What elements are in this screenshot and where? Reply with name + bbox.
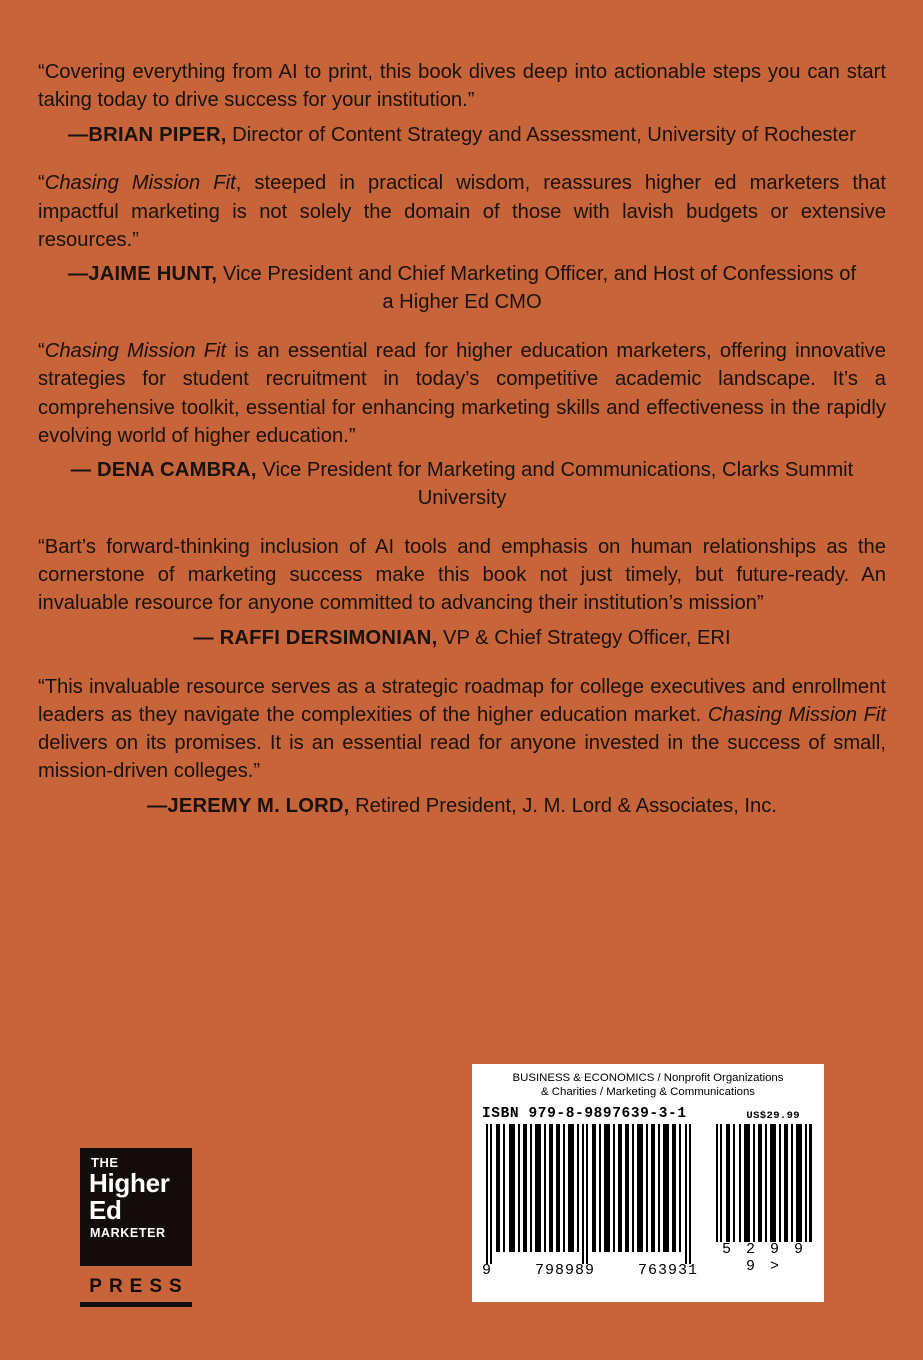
blurb-attribution-title: Retired President, J. M. Lord & Associates, Inc. (349, 794, 777, 817)
barcode-bars-wrap (482, 1124, 814, 1279)
blurb-quote-text-end: delivers on its promises. It is an essential read for anyone invested in the success of small, mission-driven colleges.” (38, 732, 886, 783)
publisher-logo (80, 1148, 192, 1307)
blurb-attribution (38, 122, 886, 150)
blurb-quote-booktitle: Chasing Mission Fit (44, 172, 236, 195)
blurb-attribution-name: —BRIAN PIPER, (68, 123, 227, 146)
blurb-attribution-name: —JEREMY M. LORD, (147, 794, 350, 817)
publisher-logo-box (80, 1148, 192, 1266)
publisher-logo-press: PRESS (89, 1276, 189, 1297)
ean5-bars-svg (714, 1124, 814, 1242)
ean13-digit-left: 9 (482, 1261, 493, 1279)
blurb-item (38, 58, 886, 149)
blurb-quote-booktitle: Chasing Mission Fit (707, 703, 887, 726)
blurb-attribution-title: Director of Content Strategy and Assessment, University of Rochester (226, 123, 856, 146)
publisher-logo-ed: Ed (89, 1194, 122, 1225)
blurb-quote (38, 337, 886, 450)
ean13-bars-svg (482, 1124, 698, 1264)
ean13-digits-right: 763931 (637, 1261, 698, 1279)
blurb-item (38, 533, 886, 653)
publisher-logo-rule (80, 1302, 192, 1307)
blurb-attribution (38, 793, 886, 821)
barcode-block (472, 1064, 824, 1302)
ean5-addon-digits: 5 2 9 9 9 > (721, 1240, 806, 1275)
blurb-attribution-name: — RAFFI DERSIMONIAN, (193, 626, 438, 649)
blurb-attribution-name: —JAIME HUNT, (67, 263, 218, 286)
blurb-attribution (38, 625, 886, 653)
blurb-quote (38, 169, 886, 254)
blurb-quote-open: “ (38, 172, 45, 195)
blurb-item (38, 169, 886, 317)
ean13-barcode (482, 1124, 698, 1279)
blurb-attribution (38, 261, 886, 317)
blurb-item (38, 673, 886, 821)
publisher-logo-the: THE (91, 1155, 119, 1170)
blurb-quote-text: “Bart’s forward-thinking inclusion of AI tools and emphasis on human relationships as the cornerstone of marketing success make this book not just timely, but future-ready. An invaluable resource for anyone committed to advancing their institution’s mission” (38, 535, 886, 615)
ean5-addon-barcode (714, 1124, 814, 1275)
publisher-logo-marketer: MARKETER (90, 1226, 166, 1241)
blurb-quote-text: is an essential read for higher education marketers, offering innovative strategies for student recruitment in today’s competitive academic landscape. It’s a comprehensive toolkit, essential for enhancing marketing skills and effectiveness in the rapidly evolving world of higher education.” (38, 340, 886, 447)
bisac-category-line1: BUSINESS & ECONOMICS / Nonprofit Organizations (512, 1072, 784, 1084)
isbn-price-row (482, 1106, 814, 1122)
blurb-quote (38, 673, 886, 786)
blurb-quote-booktitle: Chasing Mission Fit (44, 340, 227, 363)
publisher-logo-higher: Higher (89, 1168, 170, 1199)
ean13-digits (482, 1262, 698, 1279)
ean13-digits-mid: 798989 (534, 1261, 595, 1279)
blurb-attribution-title: VP & Chief Strategy Officer, ERI (437, 626, 731, 649)
blurb-quote-open: “ (38, 340, 45, 363)
blurb-quote-text: , steeped in practical wisdom, reassures higher ed marketers that impactful marketing is not solely the domain of those with lavish budgets or extensive resources.” (38, 172, 887, 251)
blurb-attribution (38, 457, 886, 513)
blurbs-container (38, 58, 886, 841)
blurb-quote (38, 533, 886, 618)
blurb-quote-text: “Covering everything from AI to print, this book dives deep into actionable steps you can start taking today to drive success for your institution.” (38, 61, 886, 112)
isbn-text: ISBN 979-8-9897639-3-1 (482, 1105, 687, 1122)
blurb-attribution-title: Vice President and Chief Marketing Officer, and Host of Confessions of a Higher Ed CMO (217, 263, 857, 314)
price-text: US$29.99 (746, 1109, 800, 1122)
blurb-attribution-name: — DENA CAMBRA, (70, 459, 257, 482)
blurb-attribution-title: Vice President for Marketing and Communications, Clarks Summit University (256, 459, 854, 510)
bisac-category-line2: & Charities / Marketing & Communications (541, 1085, 755, 1098)
blurb-item (38, 337, 886, 513)
blurb-quote (38, 58, 886, 115)
blurb-quote-text: “This invaluable resource serves as a strategic roadmap for college executives and enrollment leaders as they navigate the complexities of the higher education market. (38, 675, 886, 726)
